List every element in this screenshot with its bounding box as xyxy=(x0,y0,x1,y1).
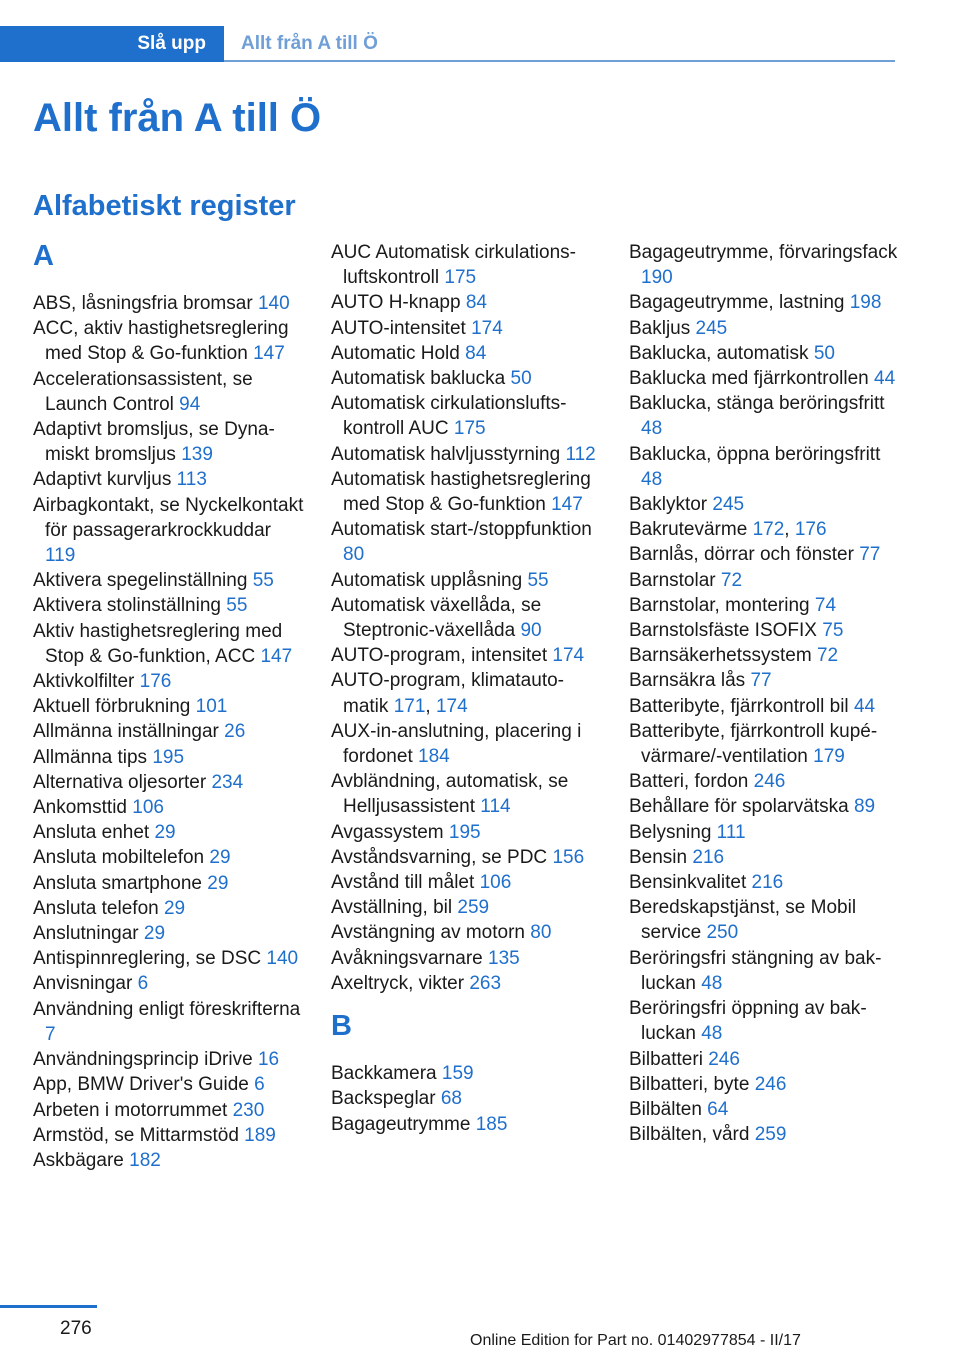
index-entry xyxy=(629,694,901,719)
index-entry-term: Avstånd till målet xyxy=(331,872,475,894)
index-entry xyxy=(331,568,603,593)
index-entry xyxy=(33,845,305,870)
page-link[interactable]: 190 xyxy=(641,267,673,289)
index-entry-term: Barnsäkerhetssystem xyxy=(629,645,812,667)
page-link[interactable]: 140 xyxy=(257,293,290,314)
page-link[interactable]: 94 xyxy=(179,393,201,415)
index-entry xyxy=(629,870,901,895)
index-entry-term: Batteribyte, fjärrkontroll kupévärmare/-ventilation xyxy=(629,720,878,768)
index-entry-term: Avstängning av motorn xyxy=(331,922,525,944)
index-entry-term: Automatisk start-/stoppfunktion xyxy=(331,519,592,541)
page-link[interactable]: 55 xyxy=(252,570,274,592)
index-entry xyxy=(629,668,901,693)
index-entry-term: Aktivkolfilter xyxy=(33,671,135,693)
page-link[interactable]: 111 xyxy=(716,821,746,843)
index-entry xyxy=(331,946,603,971)
header-tabs xyxy=(0,26,895,62)
index-entry xyxy=(331,290,603,315)
page-link[interactable]: 175 xyxy=(453,418,486,440)
page-link[interactable]: 263 xyxy=(469,972,502,994)
index-entry-term: ABS, låsningsfria bromsar xyxy=(33,293,253,314)
index-entry xyxy=(33,467,305,492)
page-link[interactable]: 234 xyxy=(211,771,244,793)
page-link[interactable]: 174 xyxy=(435,695,468,717)
index-entry xyxy=(629,1072,901,1097)
index-entry xyxy=(33,896,305,921)
index-entry xyxy=(331,1061,603,1086)
index-entry-term: Användningsprincip iDrive xyxy=(33,1049,253,1071)
index-entry-term: Bilbälten, vård xyxy=(629,1124,750,1146)
index-entry xyxy=(629,1097,901,1122)
index-entry xyxy=(331,366,603,391)
index-entry xyxy=(629,618,901,643)
page-link[interactable]: 185 xyxy=(475,1113,508,1135)
index-entry xyxy=(331,643,603,668)
page-link[interactable]: 159 xyxy=(441,1063,474,1085)
index-entry-term: Armstöd, se Mittarmstöd xyxy=(33,1124,239,1146)
page-link[interactable]: 147 xyxy=(551,494,583,516)
index-entry xyxy=(629,442,901,492)
page-link[interactable]: 176 xyxy=(794,519,827,541)
index-entry xyxy=(33,291,305,316)
index-entry xyxy=(331,971,603,996)
index-entry xyxy=(331,870,603,895)
index-entry xyxy=(331,1086,603,1111)
index-entry-term: Barnstolsfäste ISOFIX xyxy=(629,620,817,642)
page-link[interactable]: 245 xyxy=(695,317,728,339)
index-entry xyxy=(629,946,901,996)
index-entry xyxy=(629,996,901,1046)
page-link[interactable]: 55 xyxy=(226,595,248,617)
page-link[interactable]: 216 xyxy=(751,872,784,894)
index-column-3 xyxy=(629,240,901,1147)
page-link[interactable]: 140 xyxy=(266,948,299,970)
index-entry xyxy=(331,467,603,517)
index-entry xyxy=(629,820,901,845)
index-entry-term: Bakljus xyxy=(629,317,691,339)
index-entry xyxy=(331,240,603,290)
index-entry-term: Aktiv hastighetsreglering med Stop & Go-funktion, ACC xyxy=(33,620,283,667)
index-entry-term: Automatisk halvljusstyrning xyxy=(331,443,561,465)
index-entry xyxy=(33,1123,305,1148)
index-entry xyxy=(629,1122,901,1147)
index-entry-term: Allmänna inställningar xyxy=(33,721,219,743)
page-link[interactable]: 29 xyxy=(163,897,186,919)
page-title: Allt från A till Ö xyxy=(33,96,322,140)
index-entry xyxy=(331,391,603,441)
page-link[interactable]: 50 xyxy=(510,368,532,390)
index-entry-term: Adaptivt bromsljus, se Dynamiskt bromsljus xyxy=(33,419,275,466)
page-link[interactable]: 55 xyxy=(527,569,549,591)
page-link[interactable]: 259 xyxy=(457,897,490,919)
index-entry xyxy=(629,895,901,945)
page-link[interactable]: 198 xyxy=(849,292,882,314)
index-entry xyxy=(331,719,603,769)
index-entry-term: Bensinkvalitet xyxy=(629,872,747,894)
index-entry-term: Backkamera xyxy=(331,1063,437,1085)
index-entry xyxy=(331,820,603,845)
page-link[interactable]: 48 xyxy=(641,418,663,440)
index-entry xyxy=(331,517,603,567)
index-entry: AUTO-program, klimatautomatik 171, 174 xyxy=(331,670,564,717)
index-entry-term: App, BMW Driver's Guide xyxy=(33,1074,249,1096)
index-entry xyxy=(331,895,603,920)
index-entry-term: Baklyktor xyxy=(629,494,708,516)
index-entry-term: Automatisk växellåda, se Steptronic-växellåda xyxy=(331,594,542,642)
index-entry xyxy=(33,593,305,618)
page-link[interactable]: 44 xyxy=(874,368,896,390)
page-link[interactable]: 119 xyxy=(45,545,76,567)
page-link[interactable]: 156 xyxy=(552,846,585,868)
page-link[interactable]: 113 xyxy=(176,469,207,491)
index-entry xyxy=(331,769,603,819)
index-entry-term: Bensin xyxy=(629,846,688,868)
index-entry-term: Beröringsfri stängning av bakluckan xyxy=(629,947,882,994)
index-entry-term: Behållare för spolarvätska xyxy=(629,796,849,818)
index-entry xyxy=(33,997,305,1047)
page-link[interactable]: 72 xyxy=(816,645,839,667)
index-entry xyxy=(331,442,603,467)
index-entry-term: Bilbatteri xyxy=(629,1048,703,1070)
page-link[interactable]: 77 xyxy=(859,544,881,566)
index-entry xyxy=(33,971,305,996)
index-entry xyxy=(33,1047,305,1072)
index-entry xyxy=(629,240,901,290)
index-entry-term: Baklucka, stänga beröringsfritt xyxy=(629,393,885,415)
index-entry xyxy=(629,845,901,870)
index-entry-term: Automatic Hold xyxy=(331,342,460,364)
index-entry-term: Beröringsfri öppning av bakluckan xyxy=(629,998,867,1045)
index-entry xyxy=(629,366,901,391)
index-entry xyxy=(33,1098,305,1123)
index-entry-term: Barnstolar, montering xyxy=(629,594,810,616)
page-link[interactable]: 179 xyxy=(813,746,845,768)
page-link[interactable]: 112 xyxy=(565,443,596,465)
page-link[interactable]: 246 xyxy=(708,1048,740,1070)
index-entry-term: Avåkningsvarnare xyxy=(331,947,483,969)
index-entry xyxy=(33,719,305,744)
page-link[interactable]: 189 xyxy=(244,1124,276,1146)
index-entry-term: Automatisk hastighetsreglering med Stop & Go-funktion xyxy=(331,468,591,516)
index-entry-term: Axeltryck, vikter xyxy=(331,972,465,994)
index-entry-term: Anslutningar xyxy=(33,923,139,945)
index-entry-term: Baklucka, automatisk xyxy=(629,342,809,364)
index-entry xyxy=(629,593,901,618)
index-entry-term: Avbländning, automatisk, se Helljusassistent xyxy=(331,771,569,818)
tab-look-up[interactable]: Slå upp xyxy=(0,26,224,62)
index-entry-term: Bakrutevärme xyxy=(629,519,748,541)
page-link[interactable]: 7 xyxy=(45,1023,56,1045)
page-link[interactable]: 106 xyxy=(479,872,512,894)
page-link[interactable]: 74 xyxy=(814,594,837,616)
index-entry-term: Adaptivt kurvljus xyxy=(33,469,172,491)
index-entry xyxy=(33,770,305,795)
index-entry-term: Backspeglar xyxy=(331,1088,436,1110)
index-entry-term: ACC, aktiv hastighetsreglering med Stop & Go-funktion xyxy=(33,318,289,365)
index-entry xyxy=(33,1072,305,1097)
index-entry xyxy=(33,946,305,971)
index-entry xyxy=(629,492,901,517)
footer-accent-line xyxy=(0,1305,97,1308)
index-entry xyxy=(629,542,901,567)
page-link[interactable]: 184 xyxy=(418,746,450,768)
page-link[interactable]: 182 xyxy=(129,1149,161,1171)
index-entry xyxy=(33,669,305,694)
page-link[interactable]: 29 xyxy=(143,923,166,945)
index-entry-term: Automatisk cirkulationsluftskontroll AUC xyxy=(331,393,567,440)
page-link[interactable]: 139 xyxy=(181,444,213,466)
index-entry-term: Accelerationsassistent, se Launch Control xyxy=(33,368,253,415)
index-entry-term: Arbeten i motorrummet xyxy=(33,1099,228,1121)
index-entry xyxy=(629,1047,901,1072)
page-link[interactable]: 114 xyxy=(480,796,511,818)
page-link[interactable]: 245 xyxy=(712,494,745,516)
index-entry xyxy=(331,593,603,643)
index-entry xyxy=(33,493,305,569)
page-link[interactable]: 48 xyxy=(701,1023,723,1045)
index-entry-term: Bagageutrymme, förvaringsfack xyxy=(629,242,898,263)
page-link[interactable]: 171 xyxy=(393,695,426,717)
index-entry xyxy=(629,643,901,668)
page-link[interactable]: 16 xyxy=(257,1049,280,1071)
index-entry-term: Belysning xyxy=(629,821,712,843)
index-entry-term: Ansluta telefon xyxy=(33,897,159,919)
page-link[interactable]: 68 xyxy=(440,1088,462,1110)
page-link[interactable]: 195 xyxy=(448,821,481,843)
page-link[interactable]: 89 xyxy=(853,796,876,818)
index-entry-term: Baklucka, öppna beröringsfritt xyxy=(629,443,881,465)
index-entry-term: Ankomsttid xyxy=(33,797,127,819)
page-link[interactable]: 80 xyxy=(343,544,365,566)
page-link[interactable]: 250 xyxy=(706,922,739,944)
index-entry xyxy=(629,769,901,794)
page-link[interactable]: 72 xyxy=(720,569,743,591)
page-link[interactable]: 80 xyxy=(530,922,552,944)
page-link[interactable]: 29 xyxy=(209,847,231,869)
page-link[interactable]: 6 xyxy=(137,973,149,995)
page-link[interactable]: 6 xyxy=(254,1074,265,1096)
index-letter: A xyxy=(33,240,54,272)
page-link[interactable]: 101 xyxy=(195,696,228,718)
header-divider xyxy=(224,60,895,62)
index-entry-term: Bagageutrymme xyxy=(331,1113,471,1135)
index-entry-term: Aktivera spegelinställning xyxy=(33,570,248,592)
index-entry xyxy=(331,845,603,870)
page-link[interactable]: 147 xyxy=(260,645,293,667)
index-entry xyxy=(629,341,901,366)
page-link[interactable]: 172 xyxy=(752,519,785,541)
index-entry xyxy=(33,871,305,896)
page-link[interactable]: 29 xyxy=(207,872,229,894)
page-link[interactable]: 259 xyxy=(754,1124,787,1146)
index-entry-term: Allmänna tips xyxy=(33,746,148,768)
page-link[interactable]: 195 xyxy=(152,746,185,768)
page-link[interactable]: 147 xyxy=(253,343,285,365)
index-entry-term: Bilbälten xyxy=(629,1098,702,1120)
index-entry xyxy=(629,568,901,593)
index-entry xyxy=(331,1112,603,1137)
index-entry-term: Baklucka med fjärrkontrollen xyxy=(629,368,869,390)
index-entry xyxy=(33,694,305,719)
index-entry-term: Airbagkontakt, se Nyckelkontakt för passagerarkrockkuddar xyxy=(33,494,304,541)
section-title: Alfabetiskt register xyxy=(33,190,296,222)
index-entry-term: AUTO-intensitet xyxy=(331,317,466,339)
index-entry xyxy=(629,719,901,769)
index-entry-term: Ansluta enhet xyxy=(33,822,150,844)
index-entry-term: Anvisningar xyxy=(33,973,133,995)
index-column-1 xyxy=(33,240,305,1173)
index-entry-term: AUTO H-knapp xyxy=(331,292,461,314)
tab-a-to-z[interactable]: Allt från A till Ö xyxy=(241,33,378,54)
page-link[interactable]: 44 xyxy=(853,695,876,717)
index-entry-term: Användning enligt föreskrifterna xyxy=(33,998,301,1020)
index-entry: Bakrutevärme 172, 176 xyxy=(629,519,827,541)
page-link[interactable]: 175 xyxy=(444,267,477,289)
edition-note: Online Edition for Part no. 01402977854 - II/17 xyxy=(470,1332,801,1349)
index-entry xyxy=(33,795,305,820)
index-entry xyxy=(331,920,603,945)
page-link[interactable]: 77 xyxy=(750,670,772,692)
index-entry-term: Ansluta mobiltelefon xyxy=(33,847,205,869)
index-entry xyxy=(331,341,603,366)
index-entry-term: Aktuell förbrukning xyxy=(33,696,191,718)
index-entry-term: Batteribyte, fjärrkontroll bil xyxy=(629,695,849,717)
index-entry-term: Bilbatteri, byte xyxy=(629,1073,750,1095)
page-link[interactable]: 64 xyxy=(707,1098,729,1120)
index-entry xyxy=(33,1148,305,1173)
page-link[interactable]: 48 xyxy=(701,972,723,994)
page-link[interactable]: 26 xyxy=(224,721,246,743)
index-column-2 xyxy=(331,240,603,1137)
page-link[interactable]: 90 xyxy=(520,620,542,642)
index-entry-term: Aktivera stolinställning xyxy=(33,595,221,617)
index-entry xyxy=(33,745,305,770)
index-entry-term: Automatisk baklucka xyxy=(331,368,506,390)
index-entry-term: Alternativa oljesorter xyxy=(33,771,207,793)
page-link[interactable]: 246 xyxy=(753,771,786,793)
index-entry xyxy=(33,568,305,593)
index-entry-term: Automatisk upplåsning xyxy=(331,569,523,591)
page-link[interactable]: 230 xyxy=(232,1099,265,1121)
index-entry-term: Barnstolar xyxy=(629,569,716,591)
index-entry-term: Avställning, bil xyxy=(331,897,453,919)
page-link[interactable]: 216 xyxy=(692,846,725,868)
index-entry xyxy=(629,290,901,315)
page-link[interactable]: 174 xyxy=(471,317,503,339)
page-number: 276 xyxy=(60,1318,92,1339)
page-link[interactable]: 84 xyxy=(465,342,487,364)
index-entry xyxy=(33,820,305,845)
index-entry xyxy=(33,921,305,946)
index-entry xyxy=(629,391,901,441)
index-entry-term: Askbägare xyxy=(33,1149,124,1171)
page-link[interactable]: 48 xyxy=(641,468,663,490)
index-entry-term: Antispinnreglering, se DSC xyxy=(33,948,262,970)
index-entry-term: Bagageutrymme, lastning xyxy=(629,292,845,314)
index-entry xyxy=(33,619,305,669)
index-entry-term: Barnsäkra lås xyxy=(629,670,746,692)
page-link[interactable]: 176 xyxy=(139,671,172,693)
page-link[interactable]: 246 xyxy=(754,1073,787,1095)
index-entry xyxy=(331,316,603,341)
index-entry xyxy=(33,316,305,366)
index-entry-term: AUC Automatisk cirkulationsluftskontroll xyxy=(331,242,576,289)
page-link[interactable]: 50 xyxy=(813,342,835,364)
index-entry xyxy=(33,417,305,467)
index-entry-term: AUTO-program, klimatautomatik xyxy=(331,670,564,717)
page-link[interactable]: 174 xyxy=(552,645,585,667)
page-link[interactable]: 29 xyxy=(154,822,176,844)
index-entry xyxy=(629,316,901,341)
page-link[interactable]: 135 xyxy=(488,947,520,969)
index-entry-term: Ansluta smartphone xyxy=(33,872,202,894)
page-link[interactable]: 84 xyxy=(465,292,487,314)
index-entry-term: Avgassystem xyxy=(331,821,444,843)
index-entry-term: AUTO-program, intensitet xyxy=(331,645,548,667)
index-entry-term: AUX-in-anslutning, placering i fordonet xyxy=(331,720,582,768)
index-entry xyxy=(629,794,901,819)
page-link[interactable]: 106 xyxy=(132,797,164,819)
index-entry-term: Avståndsvarning, se PDC xyxy=(331,846,548,868)
page-link[interactable]: 75 xyxy=(822,620,844,642)
index-entry xyxy=(33,367,305,417)
index-entry-term: Batteri, fordon xyxy=(629,771,749,793)
index-entry-term: Barnlås, dörrar och fönster xyxy=(629,544,854,566)
index-letter: B xyxy=(331,1010,352,1043)
index-entry-term: Beredskapstjänst, se Mobil service xyxy=(629,897,857,944)
